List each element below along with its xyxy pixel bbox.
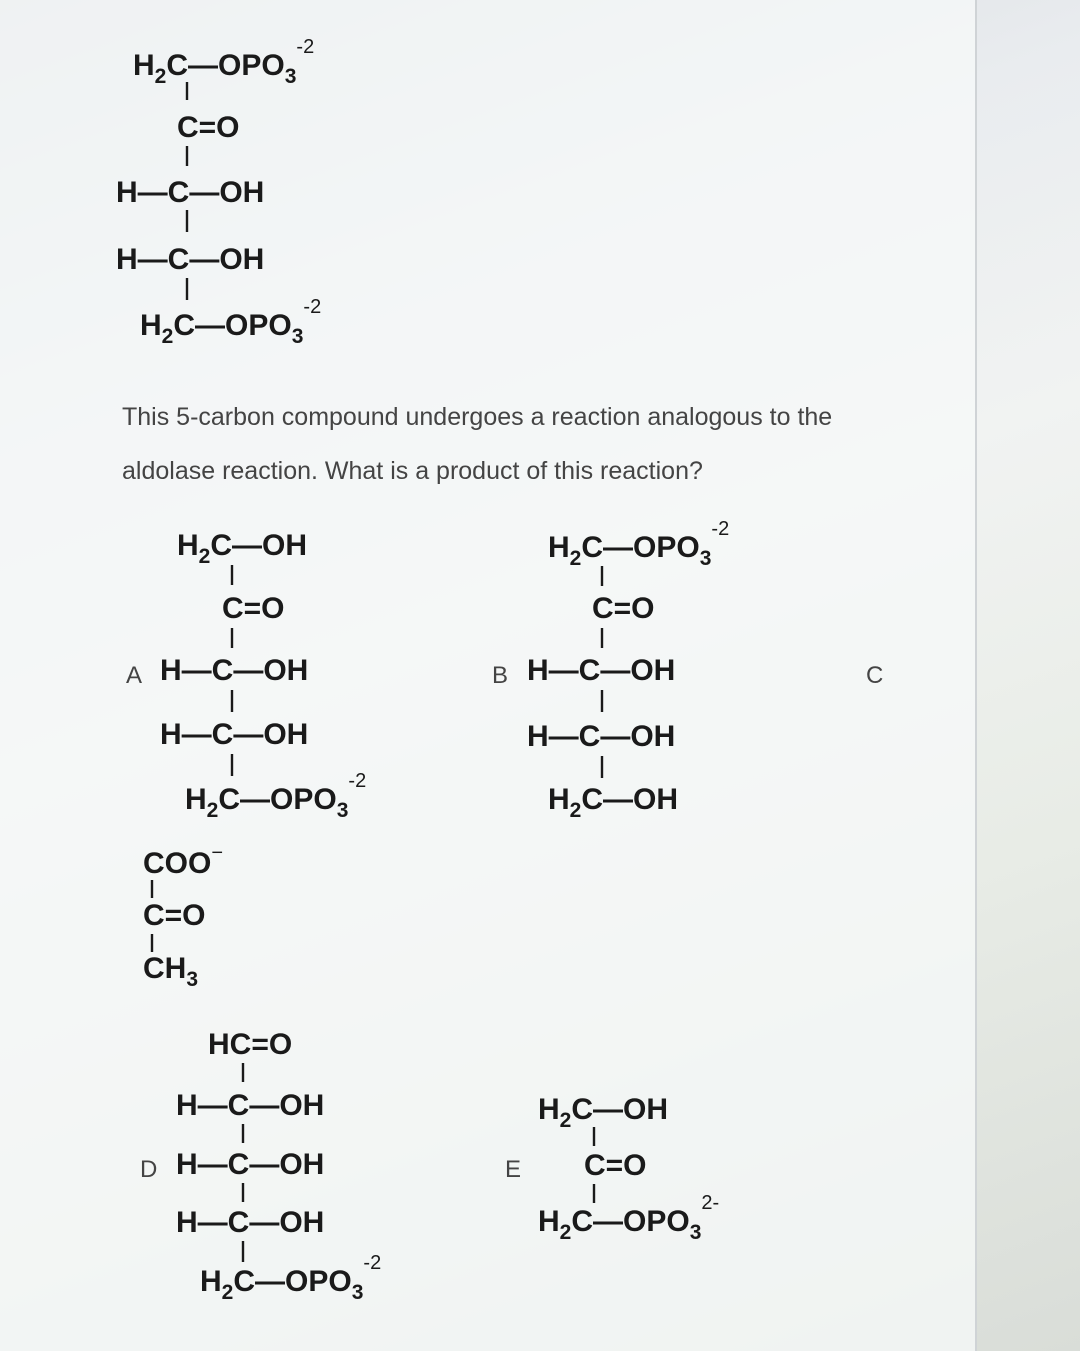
substrate-row-1: $H_2C—OPO_3^{-2}$ bbox=[133, 36, 315, 88]
choice-c-row-2: C=O bbox=[143, 899, 206, 932]
choice-e[interactable] bbox=[505, 1093, 719, 1244]
question-text bbox=[122, 390, 942, 498]
choice-a-row-3: H—C—OH bbox=[160, 654, 309, 687]
choice-b-row-5: $H_2C—OH$ bbox=[548, 783, 679, 822]
choice-b-row-1: $H_2C—OPO_3^{-2}$ bbox=[548, 518, 730, 570]
choice-letter-b: B bbox=[492, 662, 509, 689]
choice-c[interactable] bbox=[143, 662, 883, 991]
choice-d-row-3: H—C—OH bbox=[176, 1148, 325, 1181]
choice-b-row-3: H—C—OH bbox=[527, 654, 676, 687]
choice-a-row-2: C=O bbox=[222, 592, 285, 625]
choice-d-row-5: $H_2C—OPO_3^{-2}$ bbox=[200, 1252, 382, 1304]
choice-e-row-1: $H_2C—OH$ bbox=[538, 1093, 669, 1132]
choice-e-row-3: $H_2C—OPO_3^{2-}$ bbox=[538, 1192, 720, 1244]
choice-a-row-5: $H_2C—OPO_3^{-2}$ bbox=[185, 770, 367, 822]
choice-letter-a: A bbox=[126, 662, 143, 689]
choice-a[interactable] bbox=[126, 529, 366, 822]
choice-d-row-2: H—C—OH bbox=[176, 1089, 325, 1122]
choice-letter-d: D bbox=[140, 1156, 158, 1183]
choice-a-row-4: H—C—OH bbox=[160, 718, 309, 751]
choice-letter-c: C bbox=[866, 662, 884, 689]
choice-b-row-2: C=O bbox=[592, 592, 655, 625]
substrate-structure bbox=[116, 36, 321, 348]
choice-b[interactable] bbox=[492, 518, 729, 822]
substrate-row-5: $H_2C—OPO_3^{-2}$ bbox=[140, 296, 322, 348]
choice-e-row-2: C=O bbox=[584, 1149, 647, 1182]
choice-c-row-3: $CH_3$ bbox=[143, 952, 199, 991]
substrate-row-3: H—C—OH bbox=[116, 176, 265, 209]
choice-d[interactable] bbox=[140, 1028, 381, 1304]
question-line-1: This 5-carbon compound undergoes a reaction analogous to the bbox=[122, 403, 833, 431]
choice-d-row-4: H—C—OH bbox=[176, 1206, 325, 1239]
choice-d-row-1: HC=O bbox=[208, 1028, 293, 1061]
substrate-row-4: H—C—OH bbox=[116, 243, 265, 276]
question-line-2: aldolase reaction. What is a product of this reaction? bbox=[122, 457, 703, 485]
choice-letter-e: E bbox=[505, 1156, 522, 1183]
substrate-row-2: C=O bbox=[177, 111, 240, 144]
choice-b-row-4: H—C—OH bbox=[527, 720, 676, 753]
choice-c-row-1: COO− bbox=[143, 842, 224, 880]
choice-a-row-1: $H_2C—OH$ bbox=[177, 529, 308, 568]
